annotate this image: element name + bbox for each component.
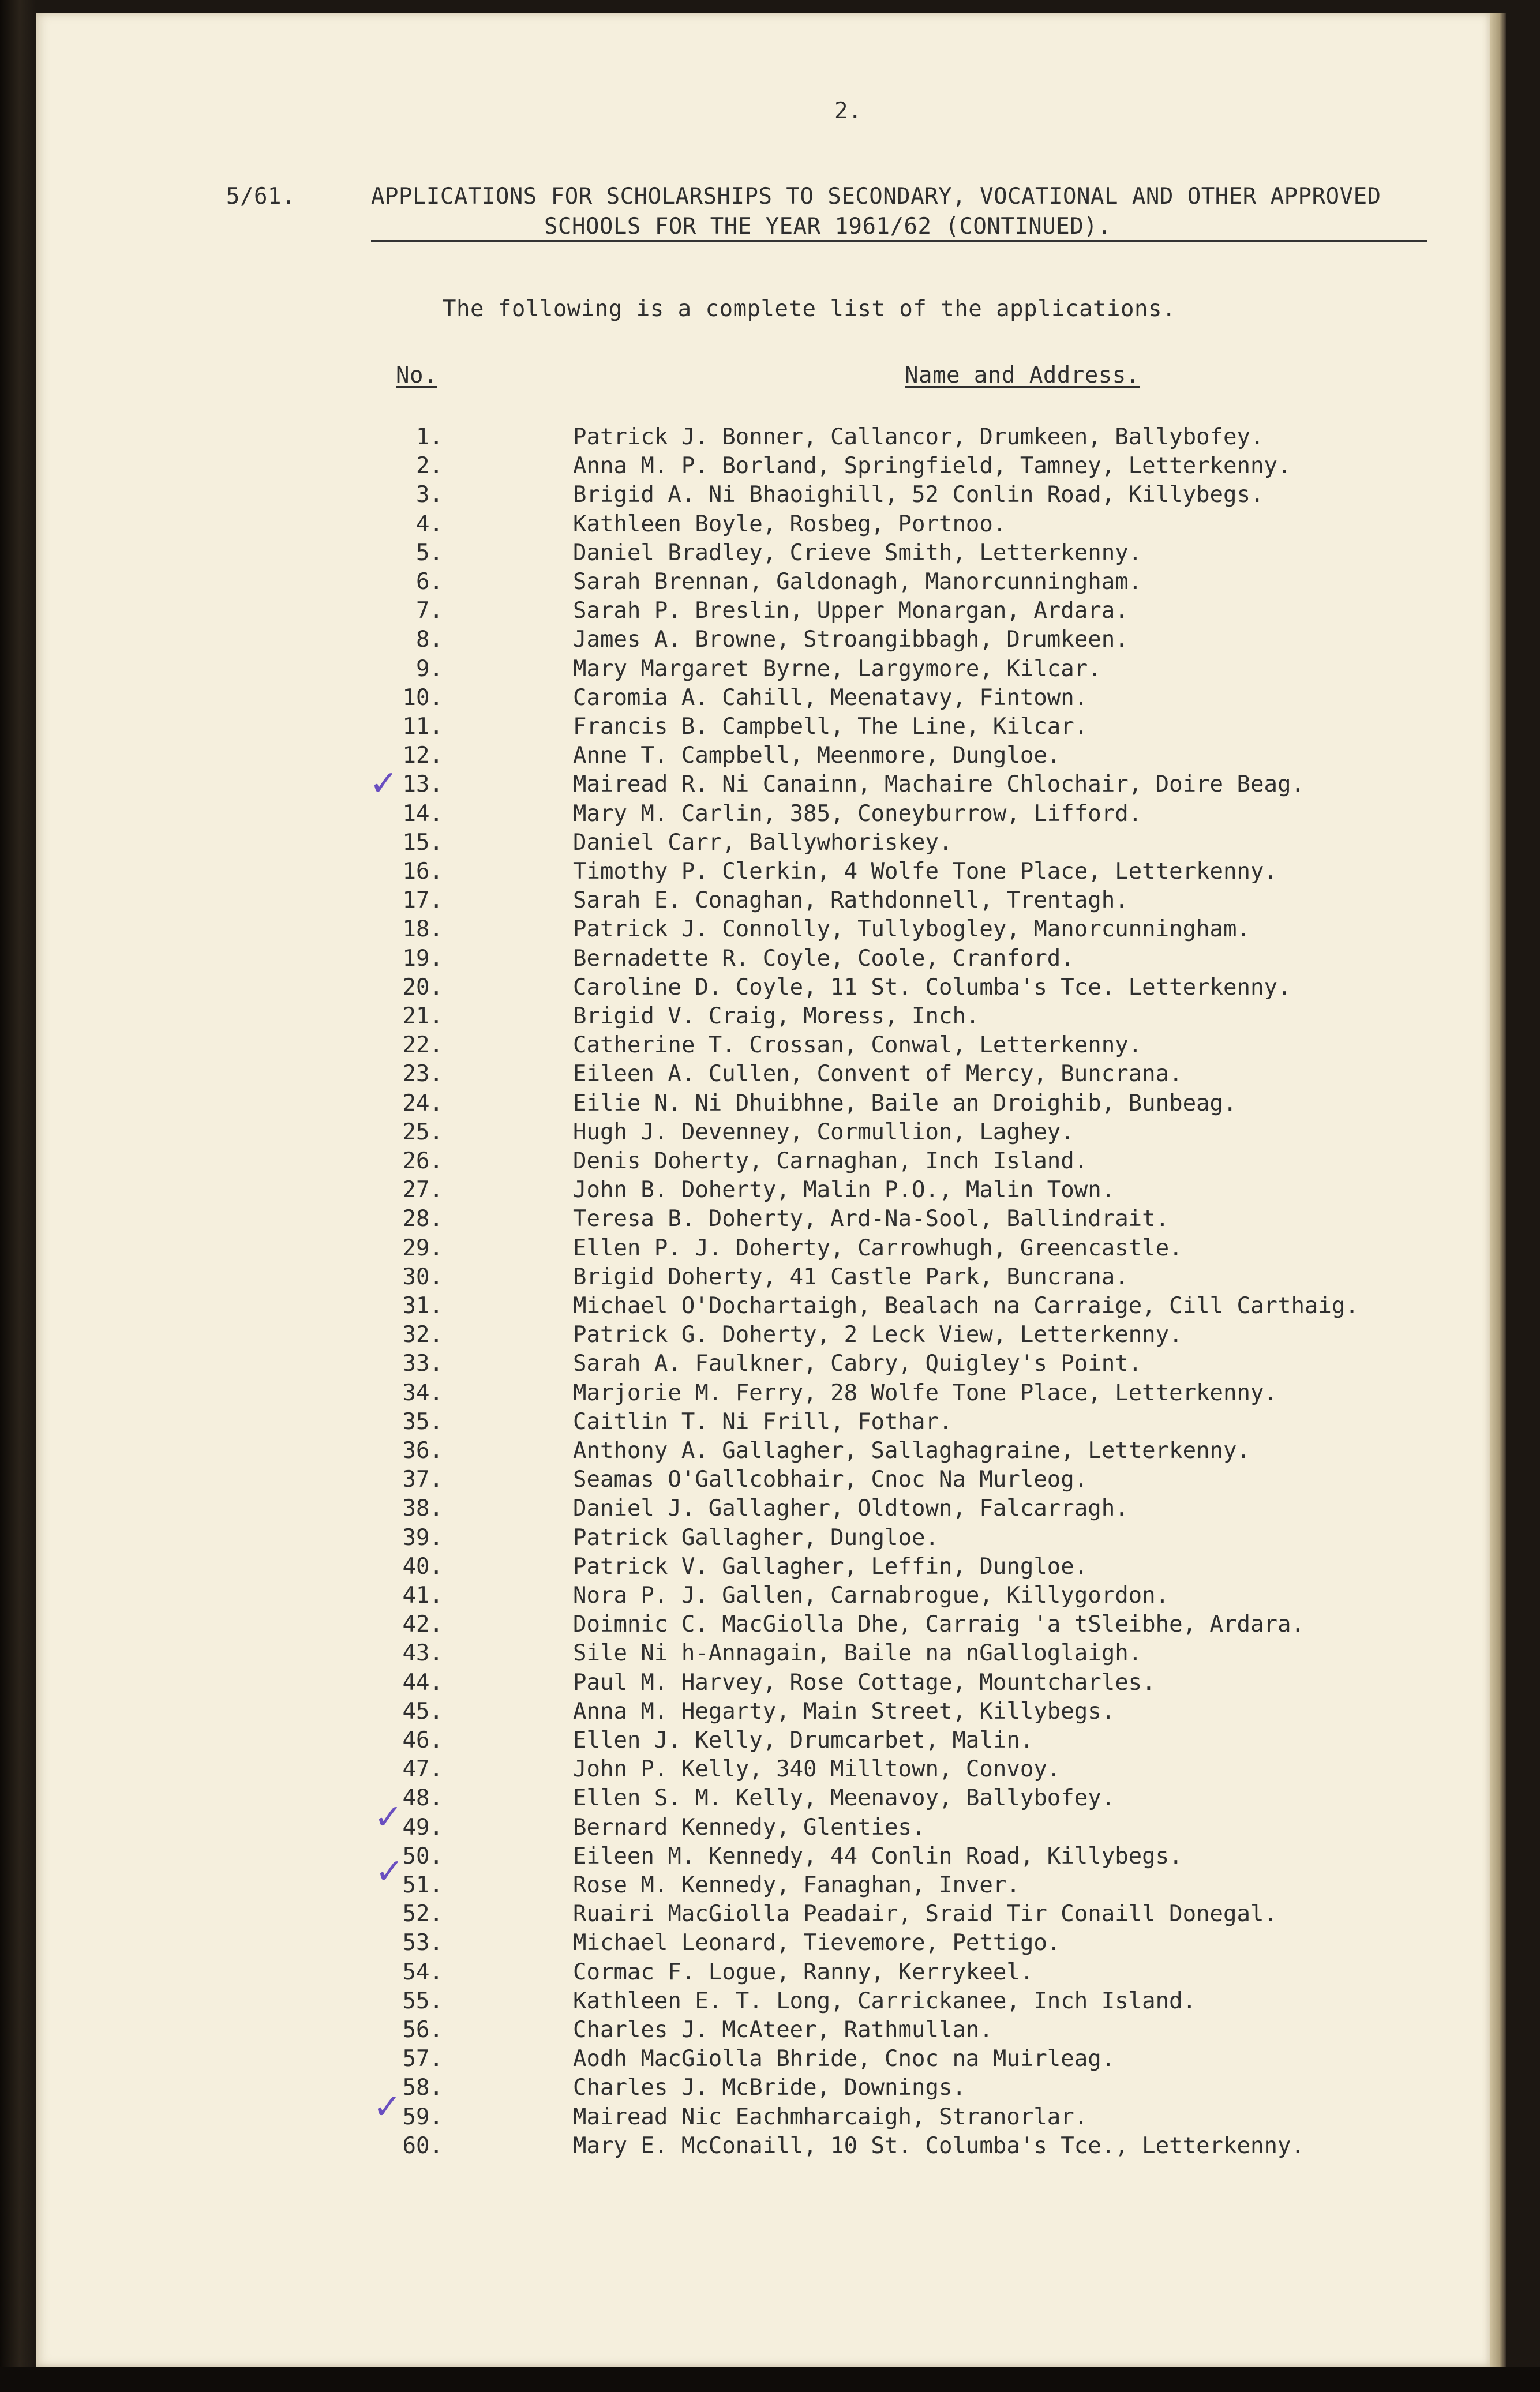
intro-text: The following is a complete list of the applications. bbox=[443, 296, 1176, 322]
page-number: 2. bbox=[834, 98, 862, 124]
application-name-address: Rose M. Kennedy, Fanaghan, Inver. bbox=[573, 1872, 1020, 1898]
checkmark-icon: ✓ bbox=[373, 2087, 402, 2127]
application-name-address: Eilie N. Ni Dhuibhne, Baile an Droighib, Bunbeag. bbox=[573, 1090, 1237, 1116]
checkmark-icon: ✓ bbox=[374, 1797, 403, 1838]
application-number: 28. bbox=[402, 1206, 443, 1232]
application-name-address: Paul M. Harvey, Rose Cottage, Mountcharles. bbox=[573, 1670, 1156, 1696]
application-name-address: Anne T. Campbell, Meenmore, Dungloe. bbox=[573, 743, 1061, 768]
application-number: 14. bbox=[402, 801, 443, 827]
application-number: 43. bbox=[402, 1640, 443, 1666]
application-name-address: Marjorie M. Ferry, 28 Wolfe Tone Place, Letterkenny. bbox=[573, 1380, 1277, 1406]
application-name-address: Brigid Doherty, 41 Castle Park, Buncrana. bbox=[573, 1264, 1129, 1290]
application-name-address: Michael O'Dochartaigh, Bealach na Carraige, Cill Carthaig. bbox=[573, 1293, 1359, 1319]
column-header-name: Name and Address. bbox=[905, 362, 1140, 388]
application-name-address: Patrick V. Gallagher, Leffin, Dungloe. bbox=[573, 1554, 1088, 1580]
application-number: 7. bbox=[416, 598, 443, 624]
application-name-address: Caroline D. Coyle, 11 St. Columba's Tce. Letterkenny. bbox=[573, 974, 1291, 1000]
application-number: 53. bbox=[402, 1930, 443, 1956]
application-name-address: Bernard Kennedy, Glenties. bbox=[573, 1814, 926, 1840]
application-name-address: Caromia A. Cahill, Meenatavy, Fintown. bbox=[573, 685, 1088, 711]
application-name-address: Sarah P. Breslin, Upper Monargan, Ardara. bbox=[573, 598, 1129, 624]
application-number: 57. bbox=[402, 2046, 443, 2072]
heading-line-2: SCHOOLS FOR THE YEAR 1961/62 (CONTINUED). bbox=[544, 213, 1112, 239]
application-number: 34. bbox=[402, 1380, 443, 1406]
application-number: 2. bbox=[416, 453, 443, 479]
application-number: 17. bbox=[402, 887, 443, 913]
application-number: 37. bbox=[402, 1467, 443, 1493]
application-name-address: James A. Browne, Stroangibbagh, Drumkeen. bbox=[573, 627, 1129, 653]
application-name-address: Eileen A. Cullen, Convent of Mercy, Buncrana. bbox=[573, 1061, 1183, 1087]
heading-line-1: APPLICATIONS FOR SCHOLARSHIPS TO SECONDARY, VOCATIONAL AND OTHER APPROVED bbox=[371, 183, 1381, 209]
application-name-address: Hugh J. Devenney, Cormullion, Laghey. bbox=[573, 1119, 1074, 1145]
application-number: 39. bbox=[402, 1525, 443, 1551]
application-number: 58. bbox=[402, 2075, 443, 2101]
application-number: 19. bbox=[402, 946, 443, 972]
application-name-address: Anna M. Hegarty, Main Street, Killybegs. bbox=[573, 1699, 1115, 1724]
application-number: 47. bbox=[402, 1756, 443, 1782]
application-name-address: Daniel J. Gallagher, Oldtown, Falcarragh. bbox=[573, 1495, 1129, 1521]
application-name-address: Charles J. McBride, Downings. bbox=[573, 2075, 966, 2101]
application-name-address: Ellen P. J. Doherty, Carrowhugh, Greencastle. bbox=[573, 1235, 1183, 1261]
application-name-address: Doimnic C. MacGiolla Dhe, Carraig 'a tSleibhe, Ardara. bbox=[573, 1611, 1305, 1637]
application-name-address: Seamas O'Gallcobhair, Cnoc Na Murleog. bbox=[573, 1467, 1088, 1493]
application-number: 11. bbox=[402, 714, 443, 740]
application-number: 46. bbox=[402, 1727, 443, 1753]
application-number: 12. bbox=[402, 743, 443, 768]
application-number: 16. bbox=[402, 858, 443, 884]
application-name-address: Patrick J. Connolly, Tullybogley, Manorcunningham. bbox=[573, 916, 1250, 942]
application-number: 55. bbox=[402, 1988, 443, 2014]
application-number: 60. bbox=[402, 2133, 443, 2159]
application-name-address: Sarah Brennan, Galdonagh, Manorcunningham. bbox=[573, 569, 1142, 595]
application-number: 5. bbox=[416, 540, 443, 566]
application-number: 29. bbox=[402, 1235, 443, 1261]
application-name-address: Daniel Carr, Ballywhoriskey. bbox=[573, 830, 953, 856]
application-name-address: Brigid V. Craig, Moress, Inch. bbox=[573, 1003, 980, 1029]
application-name-address: Patrick Gallagher, Dungloe. bbox=[573, 1525, 939, 1551]
application-number: 10. bbox=[402, 685, 443, 711]
application-number: 41. bbox=[402, 1583, 443, 1609]
application-number: 8. bbox=[416, 627, 443, 653]
application-name-address: Sarah E. Conaghan, Rathdonnell, Trentagh. bbox=[573, 887, 1129, 913]
application-name-address: Charles J. McAteer, Rathmullan. bbox=[573, 2017, 993, 2043]
application-number: 1. bbox=[416, 424, 443, 450]
application-number: 48. bbox=[402, 1785, 443, 1811]
application-number: 40. bbox=[402, 1554, 443, 1580]
application-number: 45. bbox=[402, 1699, 443, 1724]
application-name-address: Mairead R. Ni Canainn, Machaire Chlochair, Doire Beag. bbox=[573, 771, 1305, 797]
application-name-address: Aodh MacGiolla Bhride, Cnoc na Muirleag. bbox=[573, 2046, 1115, 2072]
checkmark-icon: ✓ bbox=[375, 1851, 404, 1892]
application-name-address: Patrick G. Doherty, 2 Leck View, Letterkenny. bbox=[573, 1322, 1183, 1348]
application-name-address: Mary Margaret Byrne, Largymore, Kilcar. bbox=[573, 656, 1101, 682]
application-name-address: John B. Doherty, Malin P.O., Malin Town. bbox=[573, 1177, 1115, 1203]
application-name-address: Ellen J. Kelly, Drumcarbet, Malin. bbox=[573, 1727, 1034, 1753]
application-name-address: Denis Doherty, Carnaghan, Inch Island. bbox=[573, 1148, 1088, 1174]
application-name-address: Mairead Nic Eachmharcaigh, Stranorlar. bbox=[573, 2104, 1088, 2130]
application-name-address: Patrick J. Bonner, Callancor, Drumkeen, Ballybofey. bbox=[573, 424, 1264, 450]
application-number: 31. bbox=[402, 1293, 443, 1319]
application-number: 36. bbox=[402, 1438, 443, 1464]
application-number: 49. bbox=[402, 1814, 443, 1840]
application-number: 52. bbox=[402, 1901, 443, 1927]
application-number: 42. bbox=[402, 1611, 443, 1637]
application-number: 15. bbox=[402, 830, 443, 856]
application-number: 26. bbox=[402, 1148, 443, 1174]
book-binding bbox=[0, 0, 36, 2392]
application-name-address: Caitlin T. Ni Frill, Fothar. bbox=[573, 1409, 953, 1435]
application-number: 23. bbox=[402, 1061, 443, 1087]
application-number: 13. bbox=[402, 771, 443, 797]
heading-underline bbox=[371, 240, 1427, 242]
application-number: 38. bbox=[402, 1495, 443, 1521]
application-name-address: Mary E. McConaill, 10 St. Columba's Tce., Letterkenny. bbox=[573, 2133, 1305, 2159]
application-name-address: Anthony A. Gallagher, Sallaghagraine, Letterkenny. bbox=[573, 1438, 1250, 1464]
application-number: 9. bbox=[416, 656, 443, 682]
application-number: 33. bbox=[402, 1351, 443, 1377]
section-number: 5/61. bbox=[226, 183, 295, 209]
application-number: 3. bbox=[416, 482, 443, 508]
application-name-address: Sile Ni h-Annagain, Baile na nGalloglaigh. bbox=[573, 1640, 1142, 1666]
application-number: 59. bbox=[402, 2104, 443, 2130]
page-edge bbox=[1490, 13, 1506, 2367]
application-number: 44. bbox=[402, 1670, 443, 1696]
application-number: 24. bbox=[402, 1090, 443, 1116]
application-name-address: Catherine T. Crossan, Conwal, Letterkenny. bbox=[573, 1032, 1142, 1058]
application-number: 21. bbox=[402, 1003, 443, 1029]
application-name-address: Ellen S. M. Kelly, Meenavoy, Ballybofey. bbox=[573, 1785, 1115, 1811]
scan-border bbox=[0, 2367, 1540, 2392]
application-name-address: Daniel Bradley, Crieve Smith, Letterkenny. bbox=[573, 540, 1142, 566]
application-number: 56. bbox=[402, 2017, 443, 2043]
application-name-address: Teresa B. Doherty, Ard-Na-Sool, Ballindrait. bbox=[573, 1206, 1170, 1232]
application-number: 54. bbox=[402, 1959, 443, 1985]
application-name-address: Ruairi MacGiolla Peadair, Sraid Tir Conaill Donegal. bbox=[573, 1901, 1277, 1927]
application-name-address: Bernadette R. Coyle, Coole, Cranford. bbox=[573, 946, 1074, 972]
application-name-address: Anna M. P. Borland, Springfield, Tamney, Letterkenny. bbox=[573, 453, 1291, 479]
application-number: 6. bbox=[416, 569, 443, 595]
application-name-address: Francis B. Campbell, The Line, Kilcar. bbox=[573, 714, 1088, 740]
application-name-address: Nora P. J. Gallen, Carnabrogue, Killygordon. bbox=[573, 1583, 1170, 1609]
application-number: 30. bbox=[402, 1264, 443, 1290]
application-number: 18. bbox=[402, 916, 443, 942]
application-name-address: Timothy P. Clerkin, 4 Wolfe Tone Place, Letterkenny. bbox=[573, 858, 1277, 884]
application-name-address: Eileen M. Kennedy, 44 Conlin Road, Killybegs. bbox=[573, 1843, 1183, 1869]
application-number: 4. bbox=[416, 511, 443, 537]
application-name-address: Michael Leonard, Tievemore, Pettigo. bbox=[573, 1930, 1061, 1956]
application-name-address: Brigid A. Ni Bhaoighill, 52 Conlin Road, Killybegs. bbox=[573, 482, 1264, 508]
application-name-address: Kathleen Boyle, Rosbeg, Portnoo. bbox=[573, 511, 1007, 537]
application-name-address: John P. Kelly, 340 Milltown, Convoy. bbox=[573, 1756, 1061, 1782]
application-number: 51. bbox=[402, 1872, 443, 1898]
application-name-address: Kathleen E. T. Long, Carrickanee, Inch Island. bbox=[573, 1988, 1197, 2014]
application-number: 20. bbox=[402, 974, 443, 1000]
application-number: 32. bbox=[402, 1322, 443, 1348]
application-name-address: Mary M. Carlin, 385, Coneyburrow, Lifford. bbox=[573, 801, 1142, 827]
application-number: 50. bbox=[402, 1843, 443, 1869]
application-name-address: Sarah A. Faulkner, Cabry, Quigley's Point. bbox=[573, 1351, 1142, 1377]
application-number: 35. bbox=[402, 1409, 443, 1435]
application-number: 22. bbox=[402, 1032, 443, 1058]
application-name-address: Cormac F. Logue, Ranny, Kerrykeel. bbox=[573, 1959, 1034, 1985]
application-number: 27. bbox=[402, 1177, 443, 1203]
column-header-no: No. bbox=[396, 362, 437, 388]
application-number: 25. bbox=[402, 1119, 443, 1145]
checkmark-icon: ✓ bbox=[369, 763, 399, 804]
